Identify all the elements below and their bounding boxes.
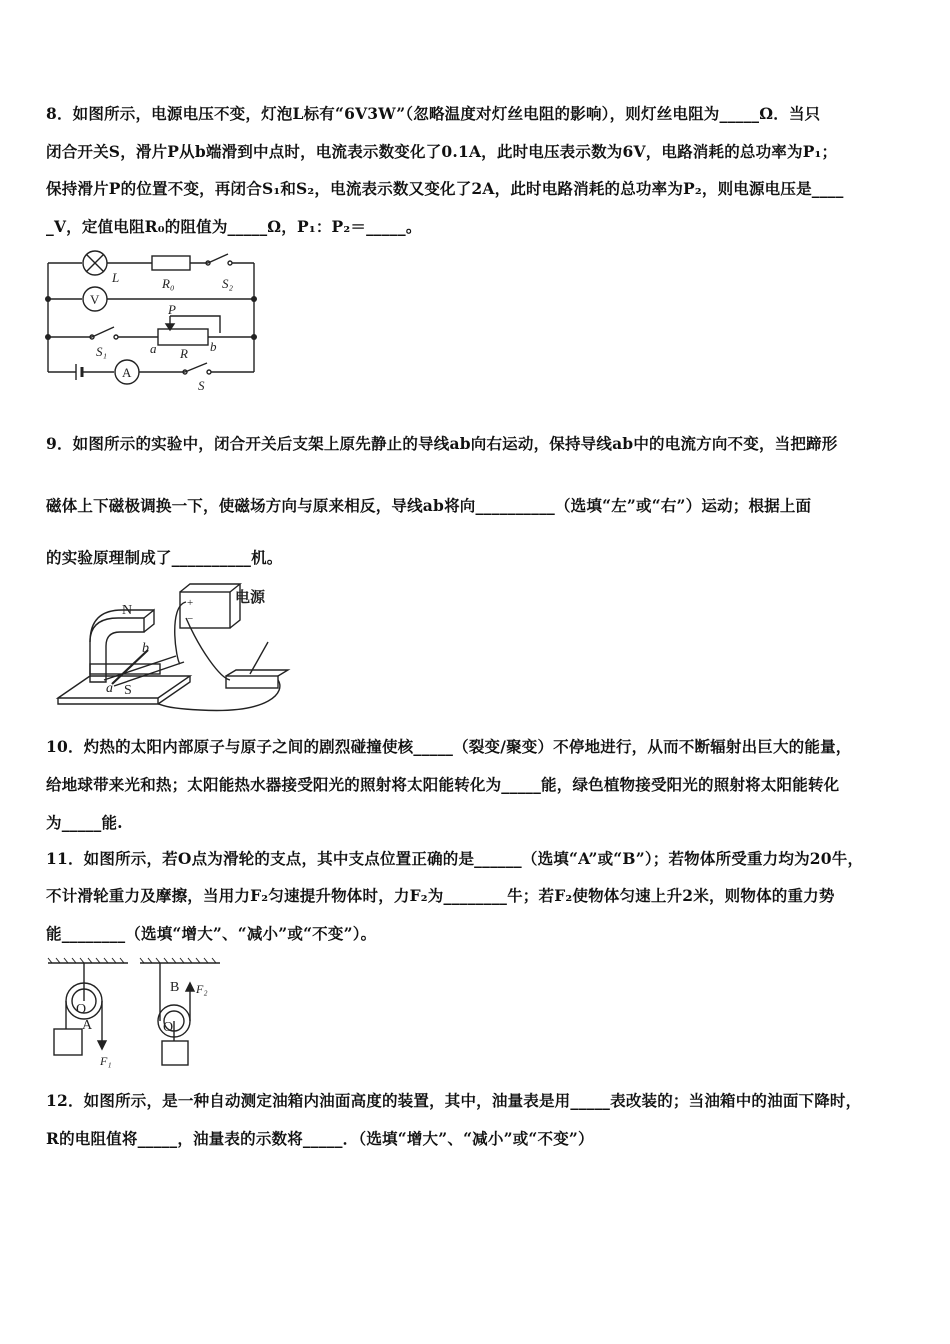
label-a: a: [106, 681, 113, 696]
q8-line-4: _V，定值电阻R₀的阻值为_____Ω，P₁：P₂＝_____。: [46, 217, 422, 236]
label-b: b: [210, 339, 217, 354]
q11-line-2: 不计滑轮重力及摩擦，当用力F₂匀速提升物体时，力F₂为________牛；若F₂使物体匀速上升2米，则物体的重力势: [46, 886, 835, 905]
label-a: A: [82, 1018, 93, 1033]
label-o2: O: [163, 1020, 174, 1035]
q9-line-3: 的实验原理制成了__________机。: [46, 548, 283, 567]
label-r: R: [180, 346, 188, 361]
q10-line-1: 10．灼热的太阳内部原子与原子之间的剧烈碰撞使核_____（裂变/聚变）不停地进行，从而不断辐射出巨大的能量，: [46, 737, 852, 756]
q10-line-3: 为_____能.: [46, 813, 123, 832]
q9-line-2: 磁体上下磁极调换一下，使磁场方向与原来相反，导线ab将向__________（选填“左”或“右”）运动；根据上面: [46, 496, 812, 515]
rheostat-icon: [158, 329, 208, 345]
label-v: V: [90, 292, 100, 307]
label-s: S: [124, 683, 132, 698]
label-f1: F₁: [100, 1054, 112, 1068]
q8-line-1: 8．如图所示，电源电压不变，灯泡L标有“6V3W”（忽略温度对灯丝电阻的影响），则灯丝电阻为_____Ω．当只: [46, 104, 821, 123]
label-ammeter: A: [122, 365, 132, 380]
q8-circuit-diagram: [40, 250, 270, 400]
q12-line-2: R的电阻值将_____，油量表的示数将_____．（选填“增大”、“减小”或“不变”）: [46, 1129, 594, 1148]
switch-s1-icon: [92, 327, 114, 337]
switch-icon: [226, 676, 278, 688]
label-n: N: [122, 603, 133, 618]
label-plus: +: [187, 597, 194, 609]
label-minus: −: [187, 613, 194, 625]
label-s1: S₁: [96, 344, 108, 359]
weight-block-1-icon: [54, 1029, 82, 1055]
q10-line-2: 给地球带来光和热；太阳能热水器接受阳光的照射将太阳能转化为_____能，绿色植物接受阳光的照射将太阳能转化: [46, 775, 840, 794]
weight-block-2-icon: [162, 1041, 188, 1065]
label-p: P: [168, 302, 176, 317]
label-o1: O: [76, 1002, 87, 1017]
q8-line-2: 闭合开关S，滑片P从b端滑到中点时，电流表示数变化了0.1A，此时电压表示数为6V，电路消耗的总功率为P₁；: [46, 142, 838, 161]
label-l: L: [112, 270, 120, 285]
label-s2: S₂: [222, 276, 234, 291]
label-r0: R₀: [162, 276, 175, 291]
q11-pulley-diagram: [44, 955, 234, 1073]
q11-line-1: 11．如图所示，若O点为滑轮的支点，其中支点位置正确的是______（选填“A”或“B”）；若物体所受重力均为20牛，: [46, 849, 864, 868]
resistor-r0-icon: [152, 256, 190, 270]
label-f2: F₂: [196, 982, 208, 996]
q8-line-3: 保持滑片P的位置不变，再闭合S₁和S₂，电流表示数又变化了2A，此时电路消耗的总功率为P₂，则电源电压是____: [46, 179, 844, 198]
q9-line-1: 9．如图所示的实验中，闭合开关后支架上原先静止的导线ab向右运动，保持导线ab中的电流方向不变，当把蹄形: [46, 434, 838, 453]
label-s: S: [198, 378, 205, 393]
label-b: b: [142, 641, 149, 656]
label-power: 电源: [235, 590, 266, 606]
q12-line-1: 12．如图所示，是一种自动测定油箱内油面高度的装置，其中，油量表是用_____表改装的；当油箱中的油面下降时，: [46, 1091, 862, 1110]
switch-s-icon: [185, 363, 207, 372]
q11-line-3: 能________（选填“增大”、“减小”或“不变”）。: [46, 924, 377, 943]
label-a: a: [150, 341, 157, 356]
q9-motor-experiment-diagram: [50, 580, 300, 715]
magnet-icon: [90, 618, 144, 682]
switch-s2-icon: [208, 254, 228, 263]
label-b: B: [170, 980, 180, 995]
